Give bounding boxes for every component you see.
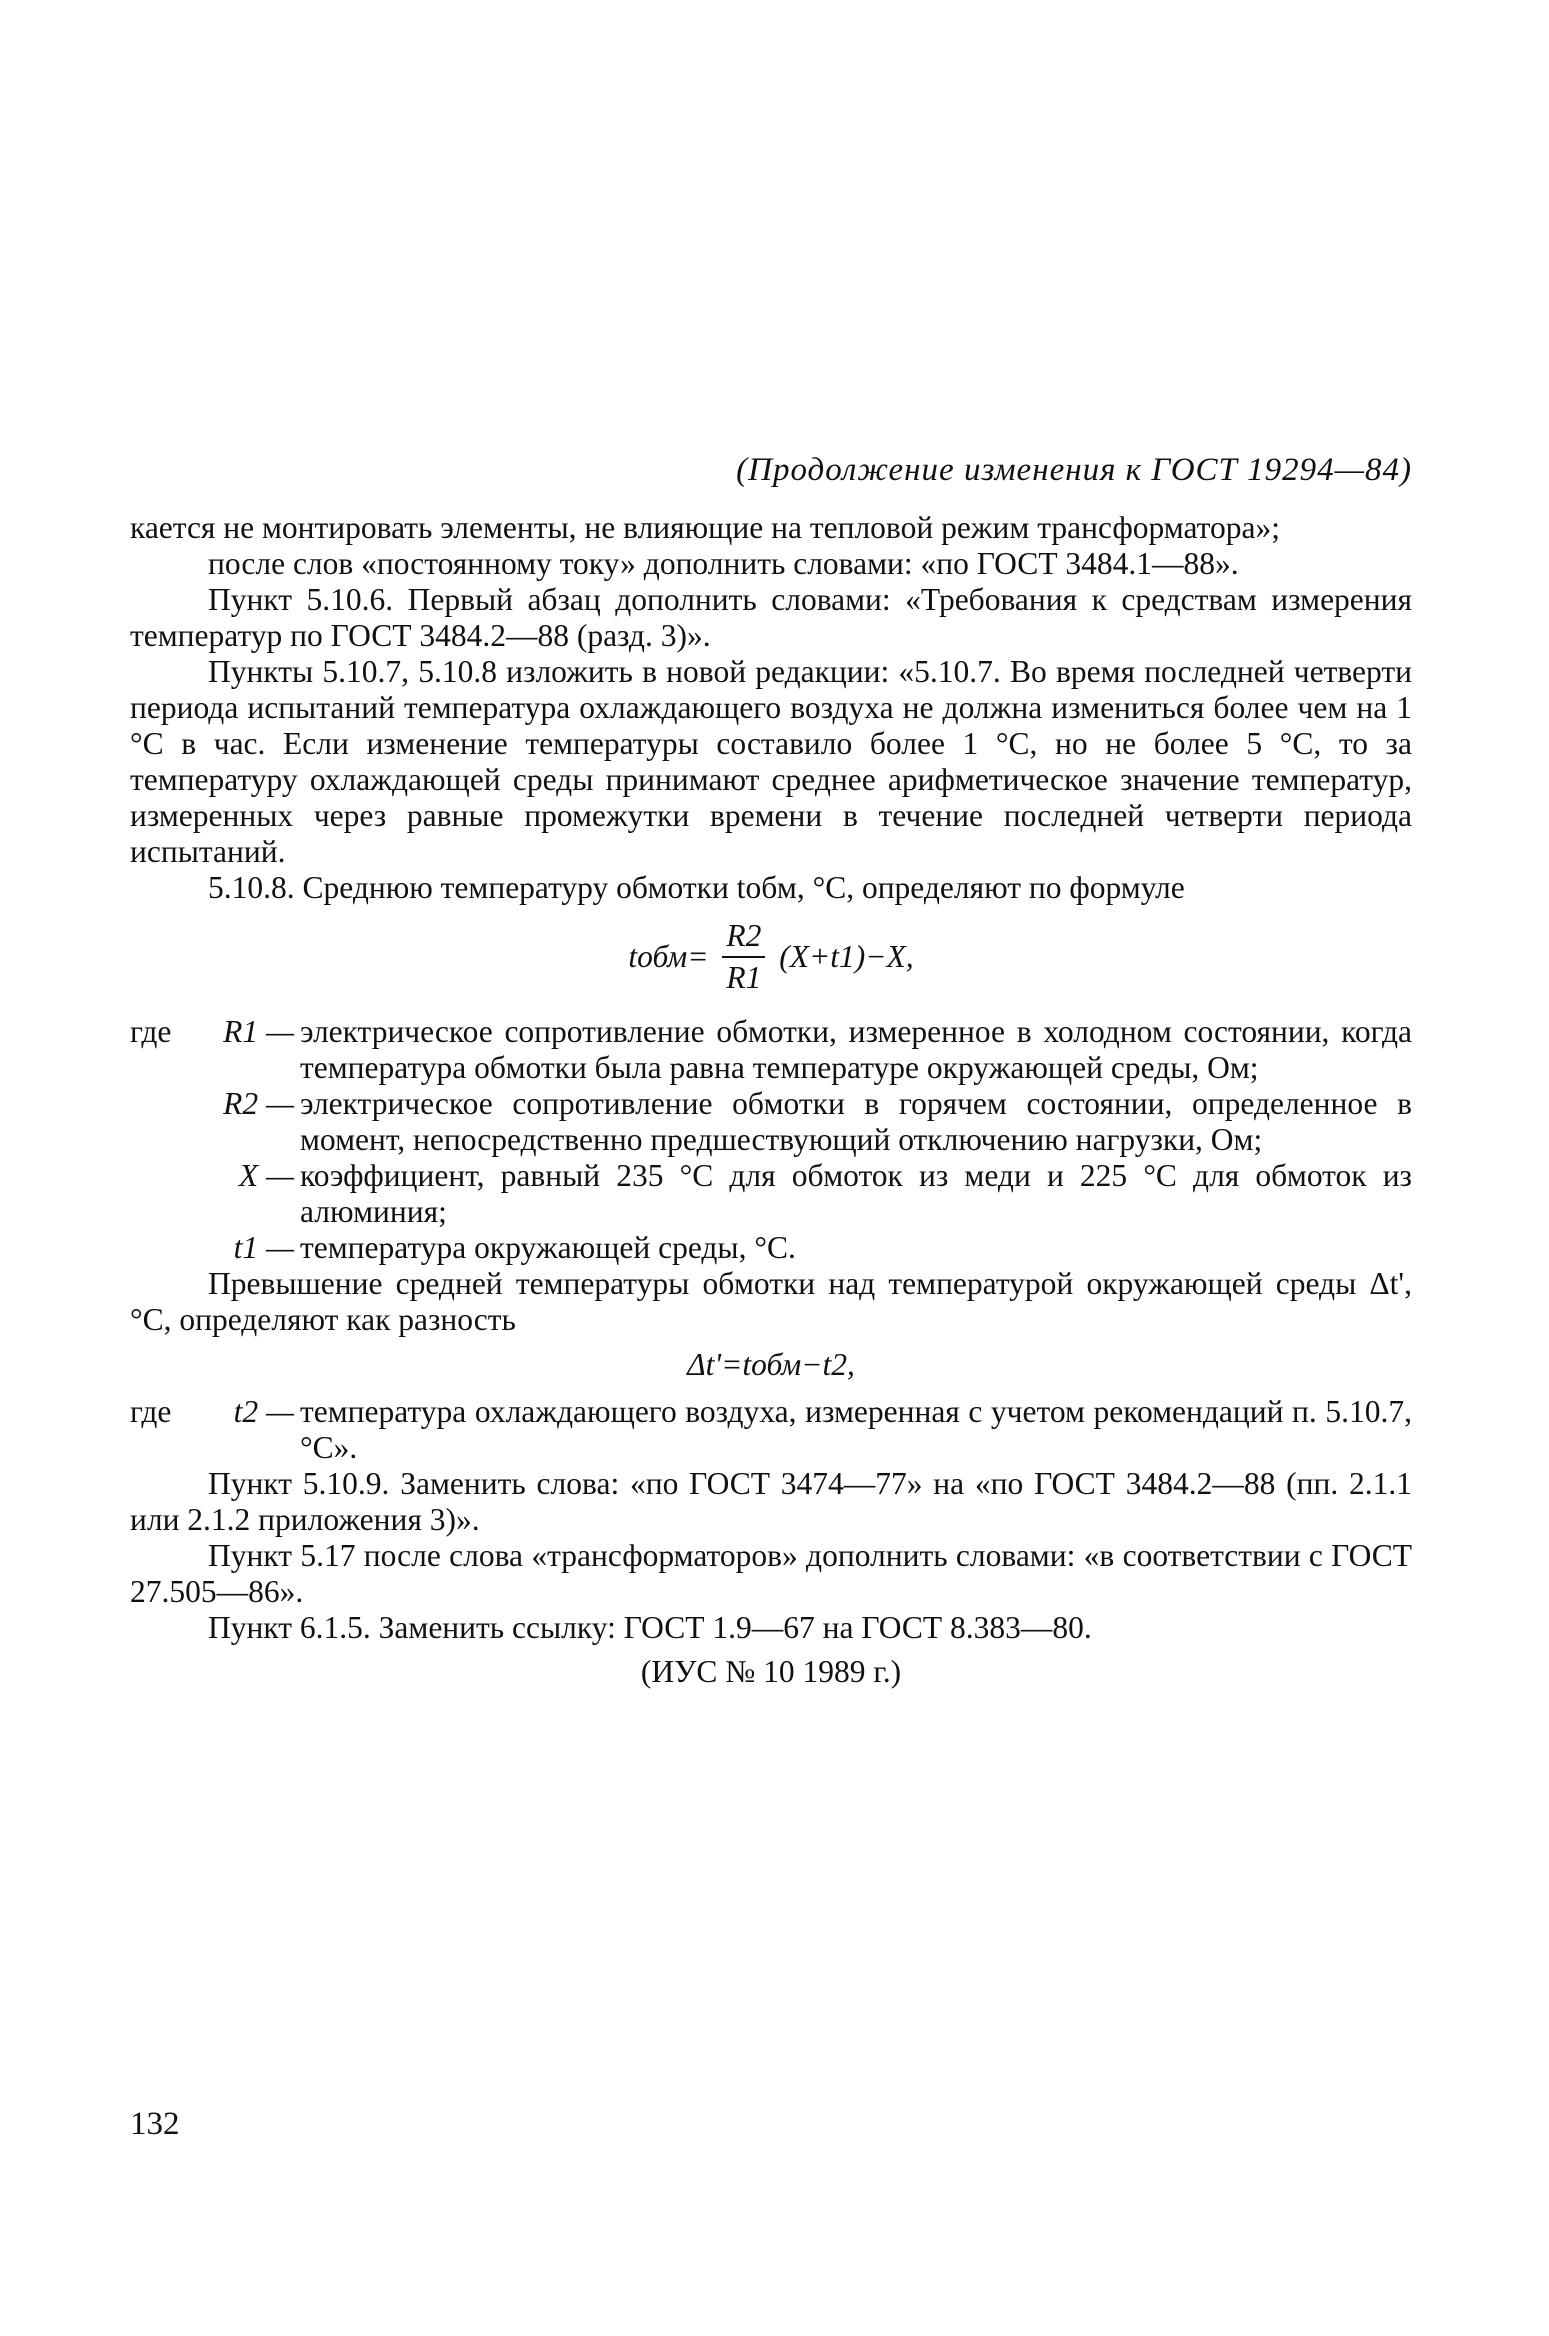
definition-row	[130, 1158, 1412, 1230]
formula-left: tобм=	[628, 939, 709, 974]
paragraph-5-10-7: Пункты 5.10.7, 5.10.8 изложить в новой редакции: «5.10.7. Во время последней четверти периода испытаний температура охлаждающего воздуха не должна измениться более чем на 1 °С в час. Если изменение температуры составило более 1 °С, но не более 5 °С, то за температуру охлаждающей среды принимают среднее арифметическое значение температур, измеренных через равные промежутки времени в течение последней четверти периода испытаний.	[130, 654, 1412, 869]
definition-text: электрическое сопротивление обмотки, измеренное в холодном состоянии, когда температура обмотки была равна температуре окружающей среды, Ом;	[300, 1014, 1412, 1085]
definition-row	[130, 1230, 1412, 1266]
formula-temperature-rise: Δt'=tобм−t2,	[687, 1347, 855, 1382]
definition-text: температура окружающей среды, °С.	[300, 1230, 796, 1265]
paragraph-after-words: после слов «постоянному току» дополнить словами: «по ГОСТ 3484.1—88».	[208, 546, 1239, 581]
definition-text: температура охлаждающего воздуха, измеренная с учетом рекомендаций п. 5.10.7, °С».	[300, 1394, 1412, 1465]
source-reference: (ИУС № 10 1989 г.)	[640, 1654, 902, 1689]
page-number: 132	[130, 2106, 180, 2142]
paragraph-temperature-rise: Превышение средней температуры обмотки над температурой окружающей среды Δt', °С, определяют как разность	[130, 1266, 1412, 1337]
formula-right: (X+t1)−X,	[779, 939, 914, 974]
where-label: где	[130, 1014, 172, 1049]
definition-symbol: X —	[238, 1158, 294, 1193]
formula-denominator: R1	[726, 960, 762, 995]
definition-symbol: где R1 —	[130, 1014, 294, 1049]
paragraph-5-17: Пункт 5.17 после слова «трансформаторов» дополнить словами: «в соответствии с ГОСТ 27.505—86».	[130, 1538, 1412, 1609]
formula-numerator: R2	[722, 916, 765, 958]
paragraph-5-10-9: Пункт 5.10.9. Заменить слова: «по ГОСТ 3474—77» на «по ГОСТ 3484.2—88 (пп. 2.1.1 или 2.1.2 приложения 3)».	[130, 1466, 1412, 1537]
paragraph-5-10-8: 5.10.8. Среднюю температуру обмотки tобм, °С, определяют по формуле	[208, 870, 1185, 905]
paragraph-continuation: кается не монтировать элементы, не влияющие на тепловой режим трансформатора»;	[130, 510, 1280, 545]
where-label: где	[130, 1394, 172, 1429]
definitions-list	[130, 1014, 1412, 1266]
definition-symbol: где t2 —	[130, 1394, 294, 1429]
formula-winding-temperature	[130, 916, 1412, 1008]
definition-row	[130, 1014, 1412, 1086]
definition-symbol: t1 —	[233, 1230, 294, 1265]
document-body	[130, 510, 1412, 1690]
definition-symbol: R2 —	[223, 1086, 294, 1121]
paragraph-6-1-5: Пункт 6.1.5. Заменить ссылку: ГОСТ 1.9—67 на ГОСТ 8.383—80.	[208, 1610, 1092, 1645]
definition-text: электрическое сопротивление обмотки в горячем состоянии, определенное в момент, непосредственно предшествующий отключению нагрузки, Ом;	[300, 1086, 1412, 1157]
paragraph-5-10-6: Пункт 5.10.6. Первый абзац дополнить словами: «Требования к средствам измерения температур по ГОСТ 3484.2—88 (разд. 3)».	[130, 582, 1412, 653]
page-header: (Продолжение изменения к ГОСТ 19294—84)	[736, 452, 1412, 488]
definition-row	[130, 1086, 1412, 1158]
formula-fraction	[722, 916, 765, 998]
definition-text: коэффициент, равный 235 °С для обмоток из меди и 225 °С для обмоток из алюминия;	[300, 1158, 1412, 1229]
definition-row	[130, 1394, 1412, 1466]
